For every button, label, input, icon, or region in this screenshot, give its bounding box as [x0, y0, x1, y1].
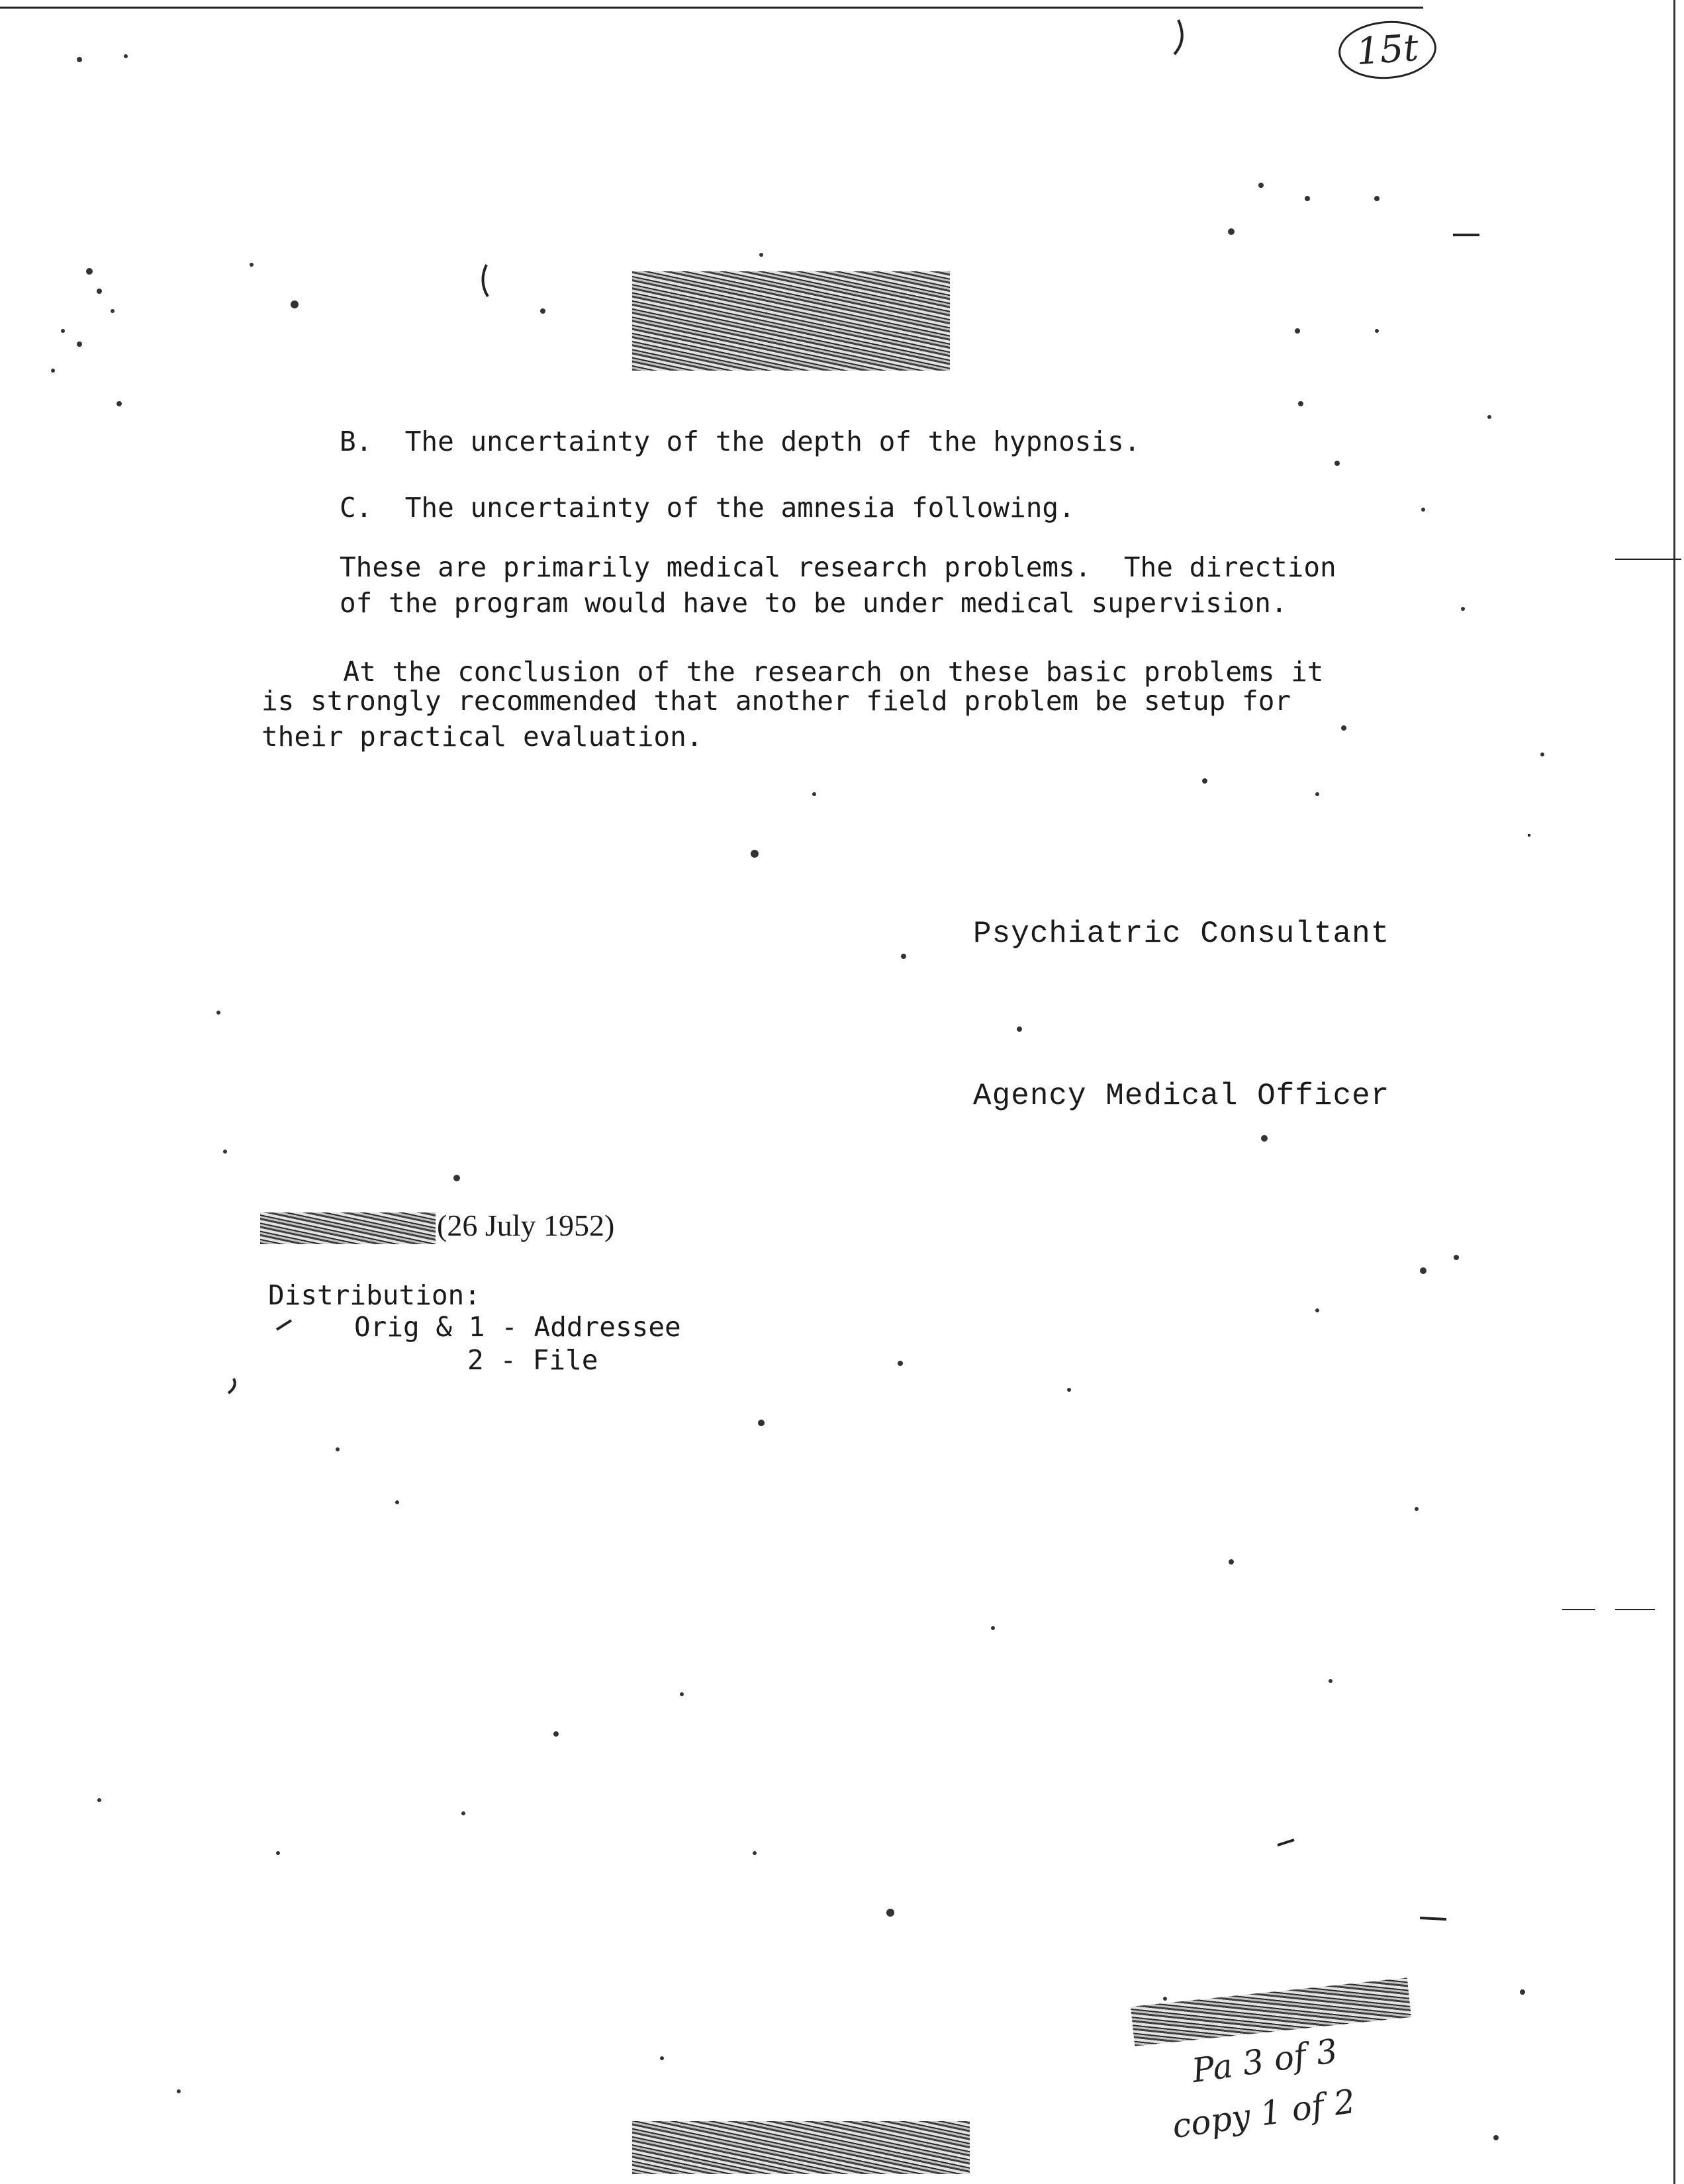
conclusion-line-3: their practical evaluation. — [261, 721, 703, 752]
memo-date: (26 July 1952) — [437, 1208, 615, 1242]
distribution-heading: Distribution: — [268, 1279, 481, 1311]
signature-psychiatric-consultant: Psychiatric Consultant — [973, 917, 1390, 951]
redaction-block-header — [632, 271, 950, 371]
redaction-block-date-prefix — [260, 1212, 436, 1244]
item-b: B. The uncertainty of the depth of the hypnosis. — [340, 426, 1141, 457]
signature-agency-medical-officer: Agency Medical Officer — [973, 1079, 1390, 1113]
conclusion-line-2: is strongly recommended that another field problem be setup for — [261, 685, 1291, 717]
page-number-annotation: 15t — [1336, 18, 1438, 82]
distribution-line-1: Orig & 1 - Addressee — [354, 1311, 681, 1343]
handwritten-note-line-2: copy 1 of 2 — [1170, 2081, 1358, 2146]
medical-problems-line-1: These are primarily medical research problems. The direction — [340, 551, 1336, 583]
medical-problems-line-2: of the program would have to be under medical supervision. — [340, 587, 1287, 619]
redaction-block-footer — [632, 2121, 970, 2174]
handwritten-note-line-1: Pa 3 of 3 — [1190, 2031, 1340, 2091]
distribution-line-2: 2 - File — [467, 1344, 598, 1376]
conclusion-line-1: At the conclusion of the research on these basic problems it — [261, 656, 1324, 688]
item-c: C. The uncertainty of the amnesia following. — [340, 492, 1075, 523]
